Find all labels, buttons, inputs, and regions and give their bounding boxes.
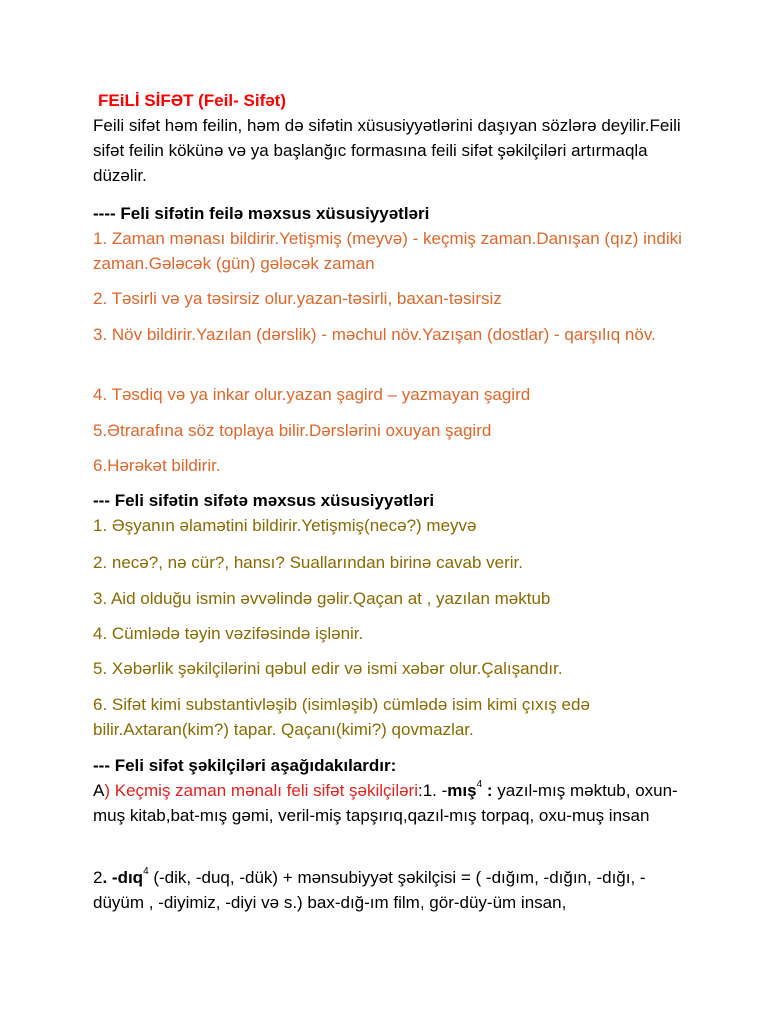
group-a-label: ) Keçmiş zaman mənalı feli sifət şəkilçiləri <box>104 781 418 800</box>
section1-item-1: 1. Zaman mənası bildirir.Yetişmiş (meyvə) - keçmiş zaman.Danışan (qız) indiki zaman.Gələcək (gün) gələcək zaman <box>93 229 682 273</box>
document-title: FEiLİ SİFƏT (Feil- Sifət) <box>98 91 287 110</box>
section1-item-2: 2. Təsirli və ya təsirsiz olur.yazan-təsirli, baxan-təsirsiz <box>93 289 502 308</box>
group-a-letter: A <box>93 781 105 800</box>
suffix-group-a <box>93 778 693 828</box>
section2-item-5: 5. Xəbərlik şəkilçilərini qəbul edir və ismi xəbər olur.Çalışandır. <box>93 659 563 678</box>
group-a-colon: : <box>482 781 493 800</box>
intro-paragraph: Feili sifət həm feilin, həm də sifətin xüsusiyyətlərini daşıyan sözlərə deyilir.Feili sifət feilin kökünə və ya başlanğıc formasına feili sifət şəkilçiləri artırmaqla düzəlir. <box>93 116 681 185</box>
section2-heading: --- Feli sifətin sifətə məxsus xüsusiyyətləri <box>93 491 435 510</box>
section1-item-6: 6.Hərəkət bildirir. <box>93 456 221 475</box>
group-a-superscript: 4 <box>476 779 483 791</box>
section1-item-5: 5.Ətrarafına söz toplaya bilir.Dərslərini oxuyan şagird <box>93 421 492 440</box>
group-a-suffix: mış <box>447 781 477 800</box>
section2-item-3: 3. Aid olduğu ismin əvvəlində gəlir.Qaçan at , yazılan məktub <box>93 589 551 608</box>
section2-item-4: 4. Cümlədə təyin vəzifəsində işlənir. <box>93 624 364 643</box>
section1-item-3: 3. Növ bildirir.Yazılan (dərslik) - məchul növ.Yazışan (dostlar) - qarşılıq növ. <box>93 325 656 344</box>
group-2-examples: (-dik, -duq, -dük) + mənsubiyyət şəkilçisi = ( -dığım, -dığın, -dığı, -düyüm , -diyimiz, -diyi və s.) bax-dığ-ım film, gör-düy-üm insan, <box>93 868 646 912</box>
section1-heading: ---- Feli sifətin feilə məxsus xüsusiyyətləri <box>93 204 430 223</box>
suffix-group-2 <box>93 865 693 915</box>
group-a-number: :1. - <box>418 781 448 800</box>
section3-heading: --- Feli sifət şəkilçiləri aşağıdakılardır: <box>93 756 397 775</box>
group-a-examples: yazıl-mış məktub, oxun-muş kitab,bat-mış gəmi, veril-miş tapşırıq,qazıl-mış torpaq, oxu-muş insan <box>93 781 678 825</box>
section2-item-1: 1. Əşyanın əlamətini bildirir.Yetişmiş(necə?) meyvə <box>93 516 477 535</box>
group-2-suffix: . -dıq <box>102 868 144 887</box>
section2-item-2: 2. necə?, nə cür?, hansı? Suallarından birinə cavab verir. <box>93 553 523 572</box>
section2-item-6: 6. Sifət kimi substantivləşib (isimləşib) cümlədə isim kimi çıxış edə bilir.Axtaran(kim?) tapar. Qaçanı(kimi?) qovmazlar. <box>93 695 590 739</box>
group-2-superscript: 4 <box>143 866 149 878</box>
section1-item-4: 4. Təsdiq və ya inkar olur.yazan şagird – yazmayan şagird <box>93 385 531 404</box>
group-2-number: 2 <box>93 868 103 887</box>
